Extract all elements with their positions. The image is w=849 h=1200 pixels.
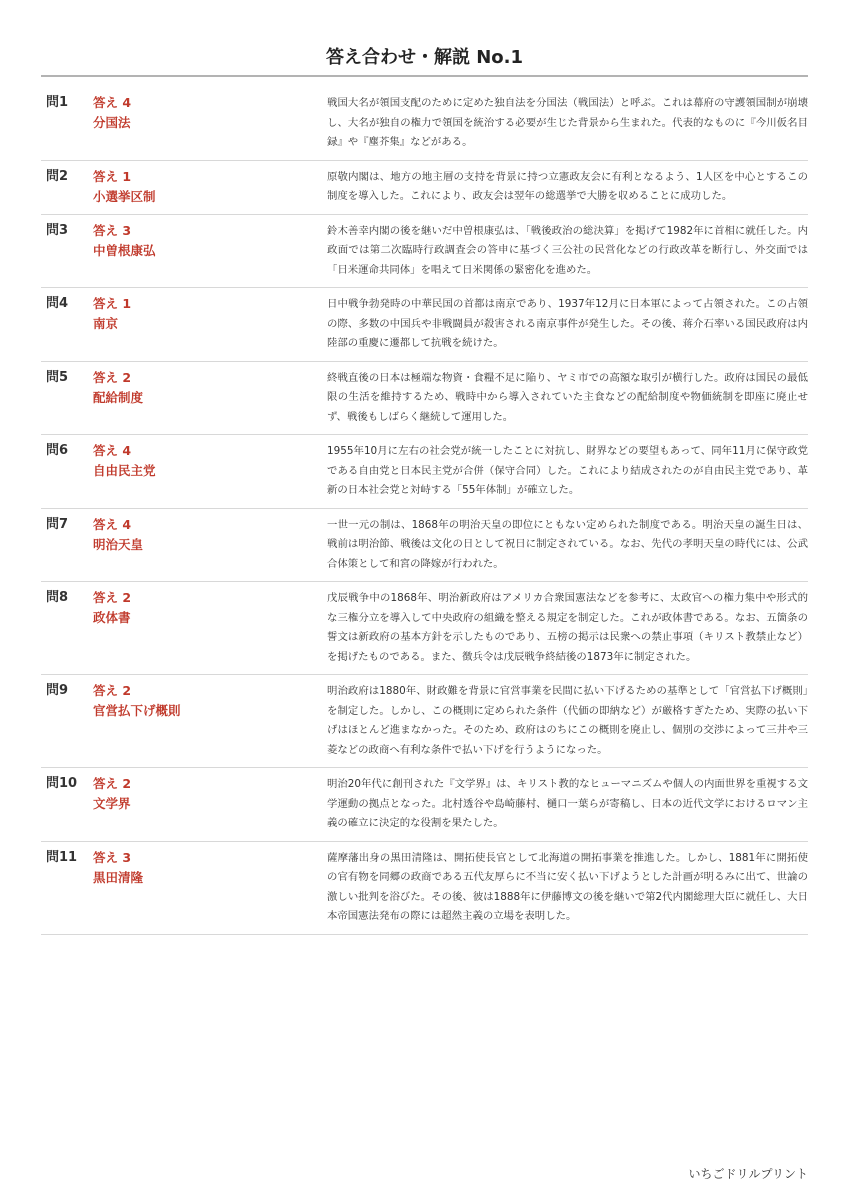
answer-row bbox=[41, 509, 808, 583]
answer-term: 分国法 bbox=[93, 115, 131, 130]
explanation-text: 原敬内閣は、地方の地主層の支持を背景に持つ立憲政友会に有利となるよう、1人区を中心とするこの制度を導入した。これにより、政友会は翌年の総選挙で大勝を収めることに成功した。 bbox=[327, 170, 808, 202]
question-number: 問5 bbox=[46, 369, 69, 385]
answer-term: 官営払下げ概則 bbox=[93, 703, 181, 718]
footer-brand: いちごドリルプリント bbox=[688, 1167, 808, 1181]
answer-row bbox=[41, 582, 808, 675]
answer-block bbox=[93, 768, 327, 841]
answer-term: 南京 bbox=[93, 316, 119, 331]
explanation-text: 日中戦争勃発時の中華民国の首都は南京であり、1937年12月に日本軍によって占領された。この占領の際、多数の中国兵や非戦闘員が殺害される南京事件が発生した。その後、蒋介石率いる国民政府は内陸部の重慶に遷都して抗戦を続けた。 bbox=[327, 298, 808, 349]
answer-block bbox=[93, 288, 327, 361]
answer-row bbox=[41, 87, 808, 161]
explanation-text: 一世一元の制は、1868年の明治天皇の即位にともない定められた制度である。明治天皇の誕生日は、戦前は明治節、戦後は文化の日として祝日に制定されている。なお、先代の孝明天皇の時代には、公武合体策として和宮の降嫁が行われた。 bbox=[327, 518, 808, 570]
question-number: 問6 bbox=[46, 443, 69, 458]
answer-number: 答え 2 bbox=[93, 776, 132, 791]
explanation-text: 終戦直後の日本は極端な物資・食糧不足に陥り、ヤミ市での高額な取引が横行した。政府は国民の最低限の生活を維持するため、戦時中から導入されていた主食などの配給制度や物価統制を即座に廃止せず、戦後もしばらく継続して運用した。 bbox=[327, 371, 808, 423]
answer-block bbox=[93, 362, 327, 435]
answer-block bbox=[93, 582, 327, 674]
explanation-text: 明治20年代に創刊された『文学界』は、キリスト教的なヒューマニズムや個人の内面世界を重視する文学運動の拠点となった。北村透谷や島崎藤村、樋口一葉らが寄稿し、日本の近代文学におけるロマン主義の確立に決定的な役割を果たした。 bbox=[327, 778, 808, 829]
answer-term: 文学界 bbox=[93, 796, 131, 811]
page-title: 答え合わせ・解説 No.1 bbox=[325, 47, 524, 68]
title-divider bbox=[41, 75, 808, 77]
answer-term: 政体書 bbox=[93, 610, 131, 625]
answer-number: 答え 2 bbox=[93, 683, 132, 698]
question-number: 問11 bbox=[46, 849, 78, 865]
answer-block bbox=[93, 435, 327, 508]
answer-number: 答え 4 bbox=[93, 516, 132, 532]
answer-row bbox=[41, 435, 808, 509]
answer-term: 配給制度 bbox=[93, 389, 144, 405]
question-number: 問10 bbox=[46, 776, 78, 791]
explanation-text: 薩摩藩出身の黒田清隆は、開拓使長官として北海道の開拓事業を推進した。しかし、1881年に開拓使の官有物を同郷の政商である五代友厚らに不当に安く払い下げようとした計画が明るみに出て、世論の激しい批判を浴びた。その後、彼は1888年に伊藤博文の後を継いで第2代内閣総理大臣に就任し、大日本帝国憲法発布の際には超然主義の立場を表明した。 bbox=[327, 851, 808, 922]
answer-term: 明治天皇 bbox=[93, 536, 144, 552]
answer-block bbox=[93, 842, 327, 934]
answer-number: 答え 2 bbox=[93, 590, 132, 605]
answer-block bbox=[93, 675, 327, 767]
question-number: 問8 bbox=[46, 590, 69, 605]
question-number: 問3 bbox=[46, 222, 69, 238]
answer-row bbox=[41, 362, 808, 436]
answer-row bbox=[41, 675, 808, 768]
question-number: 問2 bbox=[46, 168, 69, 184]
answer-number: 答え 4 bbox=[93, 95, 132, 110]
answer-number: 答え 3 bbox=[93, 849, 132, 865]
answer-number: 答え 1 bbox=[93, 296, 132, 311]
answer-block bbox=[93, 161, 327, 214]
answer-row bbox=[41, 842, 808, 935]
answer-row bbox=[41, 215, 808, 289]
answer-number: 答え 2 bbox=[93, 369, 132, 385]
answer-number: 答え 3 bbox=[93, 222, 132, 238]
explanation-text: 戦国大名が領国支配のために定めた独自法を分国法（戦国法）と呼ぶ。これは幕府の守護領国制が崩壊し、大名が独自の権力で領国を統治する必要が生じた背景から生まれた。代表的なものに『今川仮名目録』や『塵芥集』などがある。 bbox=[327, 97, 809, 148]
question-number: 問4 bbox=[46, 296, 69, 311]
answer-number: 答え 1 bbox=[93, 168, 132, 184]
answer-row bbox=[41, 288, 808, 362]
explanation-text: 鈴木善幸内閣の後を継いだ中曽根康弘は、「戦後政治の総決算」を掲げて1982年に首相に就任した。内政面では第二次臨時行政調査会の答申に基づく三公社の民営化などの行政改革を断行し、外交面では「日米運命共同体」を唱えて日米関係の緊密化を進めた。 bbox=[327, 224, 808, 276]
explanation-text: 戊辰戦争中の1868年、明治新政府はアメリカ合衆国憲法などを参考に、太政官への権力集中や形式的な三権分立を導入して中央政府の組織を整える規定を制定した。これが政体書である。なお、五箇条の誓文は新政府の基本方針を示したものであり、五榜の掲示は民衆への禁止事項（キリスト教禁止など）を掲げたものである。また、徴兵令は戊辰戦争終結後の1873年に制定された。 bbox=[327, 592, 808, 663]
answer-row bbox=[41, 768, 808, 842]
explanation-text: 明治政府は1880年、財政難を背景に官営事業を民間に払い下げるための基準として「官営払下げ概則」を制定した。しかし、この概則に定められた条件（代価の即納など）が厳格すぎたため、実際の払い下げはほとんど進まなかった。そのため、政府はのちにこの概則を廃止し、個別の交渉によって三井や三菱などの政商へ有利な条件で払い下げを行うようになった。 bbox=[327, 685, 808, 756]
answer-block bbox=[93, 87, 327, 160]
answer-block bbox=[93, 509, 327, 582]
answer-term: 小選挙区制 bbox=[93, 188, 156, 204]
answer-block bbox=[93, 215, 327, 288]
answer-number: 答え 4 bbox=[93, 443, 132, 458]
question-number: 問1 bbox=[46, 95, 69, 110]
explanation-text: 1955年10月に左右の社会党が統一したことに対抗し、財界などの要望もあって、同年11月に保守政党である自由党と日本民主党が合併（保守合同）した。これにより結成されたのが自由民主党であり、革新の日本社会党と対峙する「55年体制」が確立した。 bbox=[327, 445, 808, 496]
answer-list bbox=[41, 87, 808, 935]
question-number: 問9 bbox=[46, 683, 69, 698]
question-number: 問7 bbox=[46, 516, 69, 532]
answer-term: 黒田清隆 bbox=[93, 869, 144, 885]
answer-term: 自由民主党 bbox=[93, 463, 156, 478]
answer-row bbox=[41, 161, 808, 215]
answer-term: 中曽根康弘 bbox=[93, 242, 156, 258]
